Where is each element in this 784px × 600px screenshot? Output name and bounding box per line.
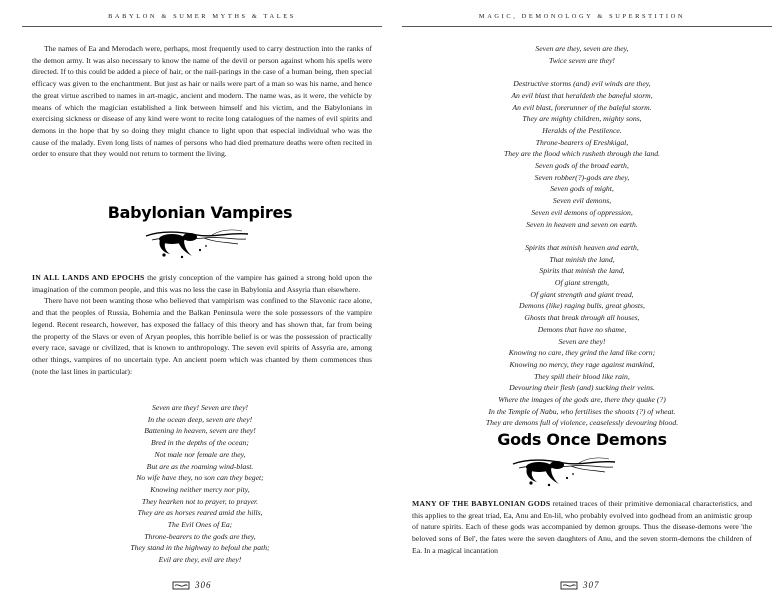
folio-left <box>172 580 212 590</box>
vampires-paragraph-1-rest: the grisly conception of the vampire has gained a strong hold upon the imagination of the common people, and this was no less the case in Babylonia and Assyria than elsewhere. <box>32 273 373 294</box>
header-rule-left <box>22 26 382 27</box>
verse-line: Seven evil demons, <box>552 196 612 206</box>
gods-lead-words: MANY OF THE BABYLONIAN GODS <box>412 499 551 508</box>
folio-right <box>560 580 600 590</box>
seven-spirits-verse <box>40 402 360 566</box>
verse-line: Throne-bearers of Ereshkigal, <box>535 137 629 147</box>
verse-line: Seven are they! Seven are they! <box>151 403 249 412</box>
verse-line: They are the flood which rusheth through the land. <box>504 149 660 159</box>
page-number-left: 306 <box>195 580 212 590</box>
verse-line: In the ocean deep, seven are they! <box>147 414 253 424</box>
verse-line: Seven are they, seven are they, <box>535 44 629 53</box>
verse-line: But are as the roaming wind-blast. <box>146 461 254 471</box>
verse-line: No wife have they, no son can they beget; <box>136 473 264 483</box>
vampires-lead-words: IN ALL LANDS AND EPOCHS <box>32 273 145 282</box>
running-header-right: MAGIC, DEMONOLOGY & SUPERSTITION <box>478 13 686 20</box>
verse-line: Of giant strength and giant tread, <box>530 289 634 299</box>
stanza-break <box>412 66 752 78</box>
gods-paragraph <box>412 498 752 557</box>
verse-line: Throne-bearers to the gods are they, <box>144 531 256 541</box>
verse-line: Knowing neither mercy nor pity, <box>150 484 250 494</box>
verse-line: They are demons full of violence, ceaselessly devouring blood. <box>485 418 679 428</box>
verse-line: Demons that have no shame, <box>537 324 627 334</box>
section-title-gods: Gods Once Demons <box>497 430 667 449</box>
verse-line: Battening in heaven, seven are they! <box>144 426 256 436</box>
verse-line: Evil are they, evil are they! <box>158 555 242 565</box>
running-header-left: BABYLON & SUMER MYTHS & TALES <box>108 13 296 20</box>
verse-line: Devouring their flesh (and) sucking their veins. <box>509 383 655 393</box>
verse-line: An evil blast, forerunner of the baleful storm. <box>512 102 652 112</box>
scroll-ornament-icon <box>560 581 578 590</box>
intro-paragraph: The names of Ea and Merodach were, perhaps, most frequently used to carry destruction into the ranks of the demon army. It was also necessary to know the name of the devil or person against whom his spells were directed. If to this could be added a piece of hair, or the nail-parings in the case of a human being, then special efficacy was given to the enchantment. But just as hair or nails were part of a man so was his name, and hence the great virtue ascribed to names in art-magic, ancient and modern. The name was, as it were, the vehicle by means of which the magician established a link between himself and his victim, and the Babylonians in exercising sickness or disease of any kind were wont to recite long catalogues of the names of evil spirits and demons in the hope that by so doing they might chance to light upon that especial individual who was the cause of the malady. Even long lists of names of persons who had died premature deaths were often recited in order to ensure that they would not return to torment the living. <box>32 44 372 159</box>
verse-line: Not male nor female are they, <box>154 449 246 459</box>
verse-line: Bred in the depths of the ocean; <box>151 438 249 448</box>
verse-line: Demons (like) raging bulls, great ghosts, <box>519 301 645 311</box>
right-page <box>392 0 784 600</box>
verse-line: Of giant strength, <box>554 278 610 288</box>
gods-paragraph-rest: retained traces of their primitive demoniacal characteristics, and this applies to the great triad, Ea, Anu and En-lil, who probably evolved into godhead from an animistic group of nature spirits. Each of these gods was accompanied by demon groups. Thus the disease-demons were 'the beloved sons of Bel', the fates were the seven daughters of Anu, and the seven storm-demons the children of Ea. In a magical incantation <box>412 499 752 555</box>
verse-line: They hearken not to prayer, to prayer. <box>141 496 259 506</box>
ink-flourish-ornament-icon <box>142 226 252 260</box>
verse-line: That minish the land, <box>549 254 615 264</box>
scroll-ornament-icon <box>172 581 190 590</box>
verse-line: Heralds of the Pestilence. <box>542 125 622 135</box>
verse-line: They stand in the highway to befoul the path; <box>130 543 270 553</box>
vampires-text-block <box>32 272 372 377</box>
verse-line: Seven evil demons of oppression, <box>531 207 633 217</box>
section-title-vampires: Babylonian Vampires <box>107 203 293 222</box>
ink-flourish-ornament-icon <box>509 454 619 488</box>
verse-line: An evil blast that heraldeth the baneful storm, <box>511 90 653 100</box>
verse-line: They spill their blood like rain, <box>534 371 630 381</box>
verse-line: Spirits that minish the land, <box>539 266 625 276</box>
verse-line: Knowing no care, they grind the land like corn; <box>508 348 656 358</box>
verse-line: Destructive storms (and) evil winds are they, <box>513 79 651 89</box>
gods-text-block <box>412 498 752 557</box>
verse-line: Seven gods of the broad earth, <box>535 161 629 171</box>
vampires-paragraph-2: There have not been wanting those who believed that vampirism was confined to the Slavonic race alone, and that the peoples of Russia, Bohemia and the Balkan Peninsula were the sole possessors of the vampire legend. Recent research, however, has exposed the fallacy of this theory and has shown that, far from being the property of the Slavs or even of Aryan peoples, this horrible belief is or was the possession of practically every race, savage or civilized, that is known to anthropology. The seven evil spirits of Assyria are, among other things, vampires of no uncertain type. An ancient poem which was chanted by them commences thus (note the last lines in particular): <box>32 296 372 376</box>
verse-line: Twice seven are they! <box>549 55 615 65</box>
header-rule-right <box>402 26 772 27</box>
verse-line: They are mighty children, mighty sons, <box>522 114 642 124</box>
seven-spirits-verse-continued <box>412 43 752 429</box>
verse-line: The Evil Ones of Ea; <box>167 520 233 530</box>
stanza-break <box>412 230 752 242</box>
verse-line: Spirits that minish heaven and earth, <box>525 242 639 252</box>
vampires-paragraph-1 <box>32 272 372 295</box>
verse-line: Seven in heaven and seven on earth. <box>526 219 638 229</box>
verse-line: Knowing no mercy, they rage against mankind, <box>509 359 655 369</box>
verse-line: Seven gods of might, <box>550 184 614 194</box>
verse-line: In the Temple of Nabu, who fertilises the shoots (?) of wheat. <box>488 406 676 416</box>
intro-paragraph-block <box>32 43 372 160</box>
verse-line: They are as horses reared amid the hills, <box>137 508 263 518</box>
verse-line: Seven are they! <box>558 336 606 346</box>
verse-line: Ghosts that break through all houses, <box>524 313 640 323</box>
verse-line: Seven robber(?)-gods are they, <box>534 172 630 182</box>
verse-line: Where the images of the gods are, there they quake (?) <box>498 395 666 405</box>
page-number-right: 307 <box>583 580 600 590</box>
